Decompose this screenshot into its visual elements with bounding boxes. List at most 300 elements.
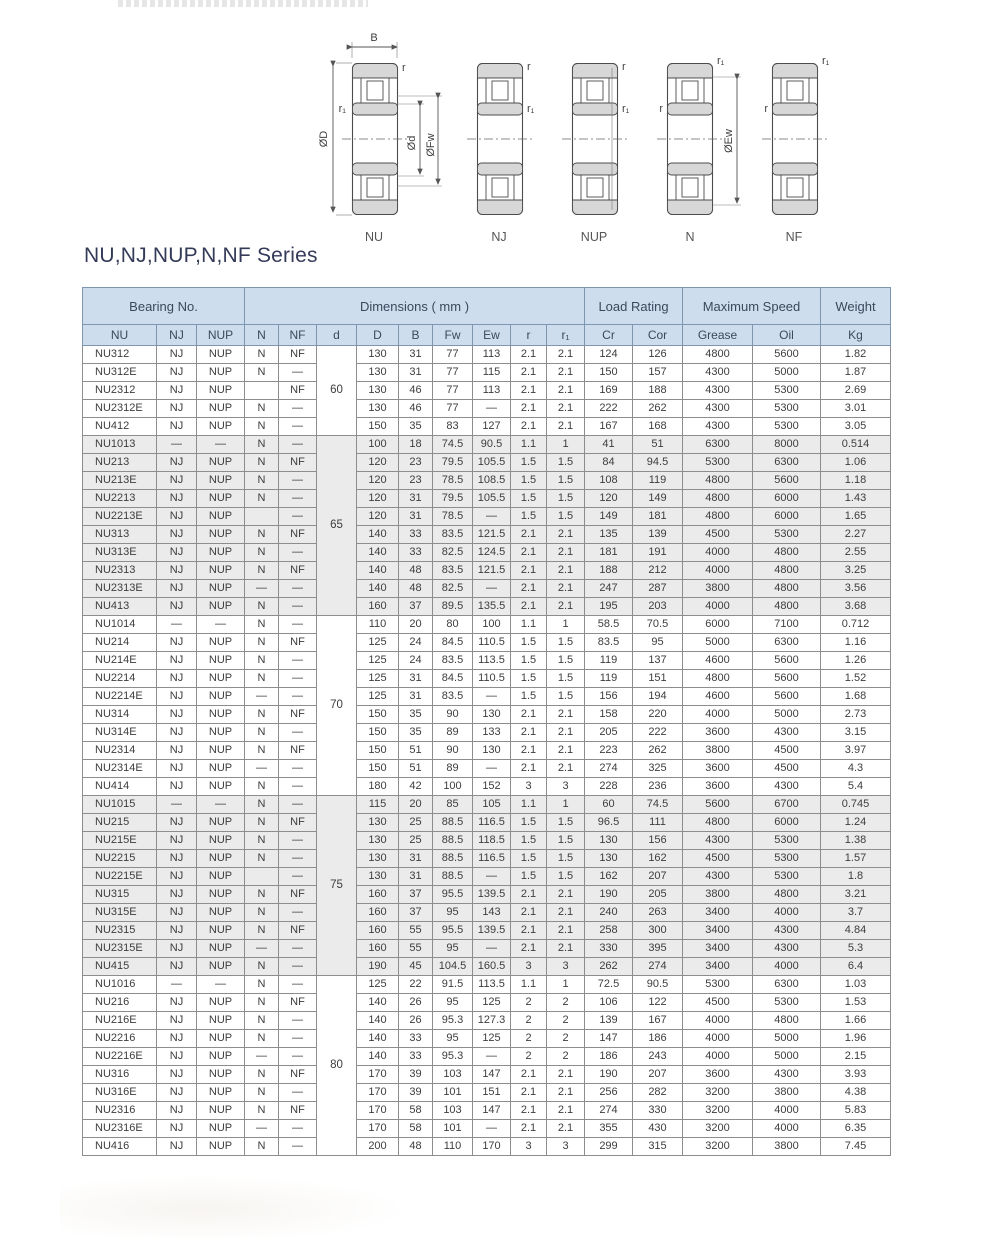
dim-label-od: ØD — [318, 130, 330, 148]
cell-r1: 3 — [547, 1138, 585, 1156]
cell-D: 150 — [357, 760, 399, 778]
cell-cor: 95 — [633, 634, 683, 652]
cell-cr: 41 — [585, 436, 633, 454]
cell-nf: — — [279, 868, 317, 886]
table-row — [83, 994, 891, 1012]
cell-nj: NJ — [157, 868, 197, 886]
cell-Ew: 113 — [473, 346, 511, 364]
cell-cr: 139 — [585, 1012, 633, 1030]
cell-kg: 1.96 — [821, 1030, 891, 1048]
cell-nu: NU2214E — [83, 688, 157, 706]
cell-r1: 2 — [547, 1012, 585, 1030]
cell-B: 18 — [399, 436, 433, 454]
cell-r1: 1.5 — [547, 850, 585, 868]
cell-cr: 181 — [585, 544, 633, 562]
cell-kg: 1.03 — [821, 976, 891, 994]
cell-cor: 194 — [633, 688, 683, 706]
dim-label-b: B — [370, 32, 378, 44]
cell-nj: NJ — [157, 1120, 197, 1138]
cell-nf: NF — [279, 742, 317, 760]
table-row — [83, 382, 891, 400]
cell-B: 31 — [399, 490, 433, 508]
dim-label-r1: r₁ — [622, 103, 630, 115]
cell-r1: 2 — [547, 1048, 585, 1066]
cell-nf: — — [279, 508, 317, 526]
cell-n: N — [245, 670, 279, 688]
cell-grease: 3400 — [683, 904, 753, 922]
cell-n: N — [245, 724, 279, 742]
cell-B: 24 — [399, 634, 433, 652]
cell-nj: NJ — [157, 652, 197, 670]
dim-label-r1: r₁ — [717, 55, 725, 67]
cell-n: N — [245, 994, 279, 1012]
cell-cr: 135 — [585, 526, 633, 544]
cell-B: 33 — [399, 1048, 433, 1066]
cell-D: 130 — [357, 850, 399, 868]
header-max-speed: Maximum Speed — [683, 288, 821, 325]
cell-nup: NUP — [197, 1066, 245, 1084]
diagram-label-nup: NUP — [580, 230, 608, 244]
cell-cr: 240 — [585, 904, 633, 922]
cell-n: N — [245, 400, 279, 418]
cell-nj: NJ — [157, 364, 197, 382]
cell-cr: 156 — [585, 688, 633, 706]
cell-nf: — — [279, 616, 317, 634]
cell-cor: 274 — [633, 958, 683, 976]
cell-kg: 3.7 — [821, 904, 891, 922]
cell-D: 130 — [357, 364, 399, 382]
cell-nup: NUP — [197, 670, 245, 688]
cell-nj: NJ — [157, 688, 197, 706]
cell-B: 22 — [399, 976, 433, 994]
cell-cor: 70.5 — [633, 616, 683, 634]
cell-cr: 188 — [585, 562, 633, 580]
cell-n: N — [245, 1066, 279, 1084]
cell-cr: 119 — [585, 652, 633, 670]
cell-Ew: 110.5 — [473, 670, 511, 688]
cell-nu: NU214 — [83, 634, 157, 652]
cell-nj: NJ — [157, 454, 197, 472]
cell-oil: 5600 — [753, 688, 821, 706]
cell-nup: NUP — [197, 994, 245, 1012]
cell-n: N — [245, 1030, 279, 1048]
cell-Fw: 74.5 — [433, 436, 473, 454]
cell-cr: 120 — [585, 490, 633, 508]
cell-oil: 5000 — [753, 364, 821, 382]
cell-n: N — [245, 922, 279, 940]
cell-nup: NUP — [197, 382, 245, 400]
cell-kg: 4.84 — [821, 922, 891, 940]
col-kg: Kg — [821, 325, 891, 346]
cell-nup: NUP — [197, 562, 245, 580]
cell-nj: NJ — [157, 634, 197, 652]
cell-grease: 5600 — [683, 796, 753, 814]
cell-oil: 4800 — [753, 562, 821, 580]
cell-oil: 5000 — [753, 1048, 821, 1066]
cell-B: 39 — [399, 1084, 433, 1102]
cell-oil: 4000 — [753, 1102, 821, 1120]
cell-cor: 126 — [633, 346, 683, 364]
cell-Fw: 103 — [433, 1066, 473, 1084]
cell-n: — — [245, 760, 279, 778]
cell-Ew: 125 — [473, 994, 511, 1012]
cell-Fw: 88.5 — [433, 832, 473, 850]
cell-Ew: 139.5 — [473, 922, 511, 940]
cell-cor: 186 — [633, 1030, 683, 1048]
cell-Fw: 89.5 — [433, 598, 473, 616]
cell-B: 55 — [399, 922, 433, 940]
table-row — [83, 940, 891, 958]
cell-Fw: 90 — [433, 742, 473, 760]
cell-oil: 4800 — [753, 598, 821, 616]
cell-cor: 262 — [633, 400, 683, 418]
cell-B: 39 — [399, 1066, 433, 1084]
table-row — [83, 670, 891, 688]
cell-oil: 5300 — [753, 382, 821, 400]
cell-D: 190 — [357, 958, 399, 976]
cell-nup: NUP — [197, 580, 245, 598]
cell-kg: 1.82 — [821, 346, 891, 364]
cell-oil: 5300 — [753, 526, 821, 544]
cell-D: 125 — [357, 976, 399, 994]
cell-r1: 1.5 — [547, 490, 585, 508]
cell-B: 31 — [399, 508, 433, 526]
cell-n: N — [245, 634, 279, 652]
cell-kg: 1.38 — [821, 832, 891, 850]
cell-r1: 1.5 — [547, 868, 585, 886]
cell-nu: NU313 — [83, 526, 157, 544]
cell-kg: 1.24 — [821, 814, 891, 832]
cell-nu: NU2216E — [83, 1048, 157, 1066]
cell-D: 130 — [357, 382, 399, 400]
cell-nup: NUP — [197, 724, 245, 742]
cell-nj: NJ — [157, 472, 197, 490]
cell-B: 31 — [399, 364, 433, 382]
col-grease: Grease — [683, 325, 753, 346]
cell-r1: 2.1 — [547, 382, 585, 400]
cell-nup: NUP — [197, 544, 245, 562]
cell-cor: 220 — [633, 706, 683, 724]
cell-cor: 139 — [633, 526, 683, 544]
cell-r: 2.1 — [511, 742, 547, 760]
cell-nf: — — [279, 580, 317, 598]
cell-r1: 2 — [547, 1030, 585, 1048]
cell-n: — — [245, 580, 279, 598]
cell-kg: 4.3 — [821, 760, 891, 778]
cell-Fw: 101 — [433, 1120, 473, 1138]
cell-B: 48 — [399, 562, 433, 580]
cell-Ew: 105.5 — [473, 490, 511, 508]
cell-kg: 0.712 — [821, 616, 891, 634]
table-row — [83, 436, 891, 454]
dim-label-dew: ØEw — [723, 129, 735, 153]
cell-B: 23 — [399, 454, 433, 472]
cell-D: 125 — [357, 652, 399, 670]
cell-nu: NU215E — [83, 832, 157, 850]
cell-cor: 157 — [633, 364, 683, 382]
cell-oil: 4800 — [753, 580, 821, 598]
cell-cr: 330 — [585, 940, 633, 958]
cell-nup: NUP — [197, 1030, 245, 1048]
cell-d-group: 70 — [317, 616, 357, 796]
cell-D: 160 — [357, 886, 399, 904]
cell-D: 160 — [357, 598, 399, 616]
cell-grease: 4000 — [683, 598, 753, 616]
cell-r: 1.1 — [511, 796, 547, 814]
cell-nj: NJ — [157, 418, 197, 436]
cell-Fw: 85 — [433, 796, 473, 814]
cell-Ew: 110.5 — [473, 634, 511, 652]
cell-D: 170 — [357, 1084, 399, 1102]
cell-grease: 4300 — [683, 382, 753, 400]
cell-r: 1.5 — [511, 688, 547, 706]
cell-nj: NJ — [157, 832, 197, 850]
cell-nu: NU315 — [83, 886, 157, 904]
table-row — [83, 598, 891, 616]
cell-B: 25 — [399, 832, 433, 850]
cell-n: N — [245, 526, 279, 544]
cell-kg: 1.68 — [821, 688, 891, 706]
cell-n: N — [245, 1102, 279, 1120]
cell-oil: 5300 — [753, 868, 821, 886]
cell-B: 31 — [399, 670, 433, 688]
cell-Ew: 133 — [473, 724, 511, 742]
cell-d-group: 65 — [317, 436, 357, 616]
cell-grease: 6300 — [683, 436, 753, 454]
cell-r: 2 — [511, 994, 547, 1012]
cell-Ew: 121.5 — [473, 562, 511, 580]
cell-B: 35 — [399, 418, 433, 436]
cell-nu: NU213 — [83, 454, 157, 472]
cell-nf: NF — [279, 1066, 317, 1084]
table-row — [83, 508, 891, 526]
cell-Ew: 130 — [473, 706, 511, 724]
col-cor: Cor — [633, 325, 683, 346]
cell-r: 3 — [511, 778, 547, 796]
cell-cr: 158 — [585, 706, 633, 724]
cell-nj: NJ — [157, 742, 197, 760]
cell-nu: NU216 — [83, 994, 157, 1012]
cell-cr: 205 — [585, 724, 633, 742]
cell-Fw: 89 — [433, 724, 473, 742]
cell-nu: NU413 — [83, 598, 157, 616]
cell-Fw: 95.5 — [433, 886, 473, 904]
cell-nu: NU314 — [83, 706, 157, 724]
cell-r: 2 — [511, 1048, 547, 1066]
cell-r: 1.1 — [511, 976, 547, 994]
cell-nup: NUP — [197, 778, 245, 796]
cell-cor: 168 — [633, 418, 683, 436]
cell-cr: 60 — [585, 796, 633, 814]
cell-r: 1.5 — [511, 454, 547, 472]
cell-r: 2.1 — [511, 904, 547, 922]
cell-cr: 130 — [585, 832, 633, 850]
dim-label-r: r — [402, 62, 406, 74]
cell-cr: 167 — [585, 418, 633, 436]
cell-oil: 6000 — [753, 508, 821, 526]
cell-nup: — — [197, 796, 245, 814]
cell-nu: NU1014 — [83, 616, 157, 634]
cell-kg: 1.87 — [821, 364, 891, 382]
cell-nup: NUP — [197, 832, 245, 850]
cell-kg: 7.45 — [821, 1138, 891, 1156]
cell-kg: 5.83 — [821, 1102, 891, 1120]
cell-kg: 1.43 — [821, 490, 891, 508]
cell-nu: NU2215 — [83, 850, 157, 868]
cell-Fw: 83.5 — [433, 526, 473, 544]
cell-cr: 124 — [585, 346, 633, 364]
cell-D: 100 — [357, 436, 399, 454]
cell-oil: 5600 — [753, 346, 821, 364]
cell-kg: 3.05 — [821, 418, 891, 436]
table-row — [83, 490, 891, 508]
cell-Fw: 104.5 — [433, 958, 473, 976]
cell-nf: — — [279, 544, 317, 562]
cell-Fw: 83.5 — [433, 688, 473, 706]
cell-oil: 6000 — [753, 490, 821, 508]
cell-kg: 2.15 — [821, 1048, 891, 1066]
cell-nu: NU2314E — [83, 760, 157, 778]
cell-B: 26 — [399, 994, 433, 1012]
cell-cr: 84 — [585, 454, 633, 472]
cell-kg: 3.56 — [821, 580, 891, 598]
cell-nj: NJ — [157, 1048, 197, 1066]
cell-grease: 4300 — [683, 868, 753, 886]
cell-Fw: 88.5 — [433, 814, 473, 832]
cell-D: 115 — [357, 796, 399, 814]
cell-nj: NJ — [157, 814, 197, 832]
cell-cr: 186 — [585, 1048, 633, 1066]
cell-D: 120 — [357, 508, 399, 526]
table-row — [83, 544, 891, 562]
cell-n: N — [245, 1084, 279, 1102]
cell-r1: 2.1 — [547, 346, 585, 364]
cell-nu: NU316 — [83, 1066, 157, 1084]
cell-nu: NU2316E — [83, 1120, 157, 1138]
cell-grease: 4600 — [683, 688, 753, 706]
cell-nf: NF — [279, 886, 317, 904]
cell-cor: 207 — [633, 1066, 683, 1084]
cell-Fw: 77 — [433, 346, 473, 364]
table-row — [83, 346, 891, 364]
cell-nf: — — [279, 598, 317, 616]
cell-cor: 188 — [633, 382, 683, 400]
diagram-label-nj: NJ — [491, 230, 507, 244]
cell-Fw: 95 — [433, 904, 473, 922]
cell-D: 140 — [357, 580, 399, 598]
cell-kg: 1.53 — [821, 994, 891, 1012]
cell-Ew: 125 — [473, 1030, 511, 1048]
cell-Ew: 160.5 — [473, 958, 511, 976]
diagram-label-n: N — [685, 230, 695, 244]
cell-r1: 1 — [547, 436, 585, 454]
cell-Fw: 78.5 — [433, 472, 473, 490]
cell-B: 48 — [399, 1138, 433, 1156]
table-row — [83, 1084, 891, 1102]
cell-oil: 5000 — [753, 706, 821, 724]
cell-cor: 287 — [633, 580, 683, 598]
cell-cr: 169 — [585, 382, 633, 400]
cell-nu: NU415 — [83, 958, 157, 976]
cell-B: 26 — [399, 1012, 433, 1030]
cell-grease: 4800 — [683, 472, 753, 490]
cell-nf: — — [279, 418, 317, 436]
cell-nu: NU316E — [83, 1084, 157, 1102]
cell-oil: 6700 — [753, 796, 821, 814]
cell-n: N — [245, 778, 279, 796]
cell-oil: 4300 — [753, 940, 821, 958]
cell-r: 2.1 — [511, 418, 547, 436]
cell-n: N — [245, 706, 279, 724]
col-Fw: Fw — [433, 325, 473, 346]
cell-oil: 4800 — [753, 886, 821, 904]
cell-oil: 6300 — [753, 634, 821, 652]
cell-grease: 4300 — [683, 400, 753, 418]
cell-Ew: 151 — [473, 1084, 511, 1102]
cell-nup: NUP — [197, 598, 245, 616]
cell-grease: 6000 — [683, 616, 753, 634]
cell-cor: 222 — [633, 724, 683, 742]
cell-r: 2.1 — [511, 364, 547, 382]
cell-cor: 94.5 — [633, 454, 683, 472]
cell-grease: 3200 — [683, 1120, 753, 1138]
cell-cor: 203 — [633, 598, 683, 616]
col-n: N — [245, 325, 279, 346]
cell-oil: 4300 — [753, 724, 821, 742]
cell-n: — — [245, 940, 279, 958]
cell-r1: 2.1 — [547, 1102, 585, 1120]
cell-nf: — — [279, 796, 317, 814]
cell-kg: 6.35 — [821, 1120, 891, 1138]
cell-nu: NU2213 — [83, 490, 157, 508]
cell-nf: — — [279, 904, 317, 922]
cell-r: 2.1 — [511, 562, 547, 580]
cell-nj: NJ — [157, 850, 197, 868]
cell-B: 37 — [399, 886, 433, 904]
cell-Fw: 84.5 — [433, 670, 473, 688]
cell-nf: — — [279, 1012, 317, 1030]
cell-nf: NF — [279, 454, 317, 472]
cell-Fw: 88.5 — [433, 868, 473, 886]
cell-Ew: 147 — [473, 1066, 511, 1084]
cell-r1: 2.1 — [547, 742, 585, 760]
cell-r: 3 — [511, 1138, 547, 1156]
cell-n: N — [245, 1012, 279, 1030]
cell-nu: NU1016 — [83, 976, 157, 994]
cell-Ew: — — [473, 1048, 511, 1066]
cell-cor: 243 — [633, 1048, 683, 1066]
cell-grease: 4300 — [683, 364, 753, 382]
cell-B: 58 — [399, 1102, 433, 1120]
cell-oil: 4800 — [753, 544, 821, 562]
cell-nup: NUP — [197, 940, 245, 958]
col-d: d — [317, 325, 357, 346]
cell-nf: NF — [279, 814, 317, 832]
cell-nj: NJ — [157, 958, 197, 976]
cell-nf: — — [279, 832, 317, 850]
cell-D: 170 — [357, 1120, 399, 1138]
cell-grease: 5300 — [683, 976, 753, 994]
cell-D: 120 — [357, 490, 399, 508]
dim-label-r1: r₁ — [527, 103, 535, 115]
cell-cor: 156 — [633, 832, 683, 850]
cell-oil: 3800 — [753, 1084, 821, 1102]
cell-B: 31 — [399, 688, 433, 706]
cell-grease: 4000 — [683, 1030, 753, 1048]
cell-grease: 3600 — [683, 760, 753, 778]
cell-r1: 2.1 — [547, 706, 585, 724]
cell-r: 1.5 — [511, 634, 547, 652]
